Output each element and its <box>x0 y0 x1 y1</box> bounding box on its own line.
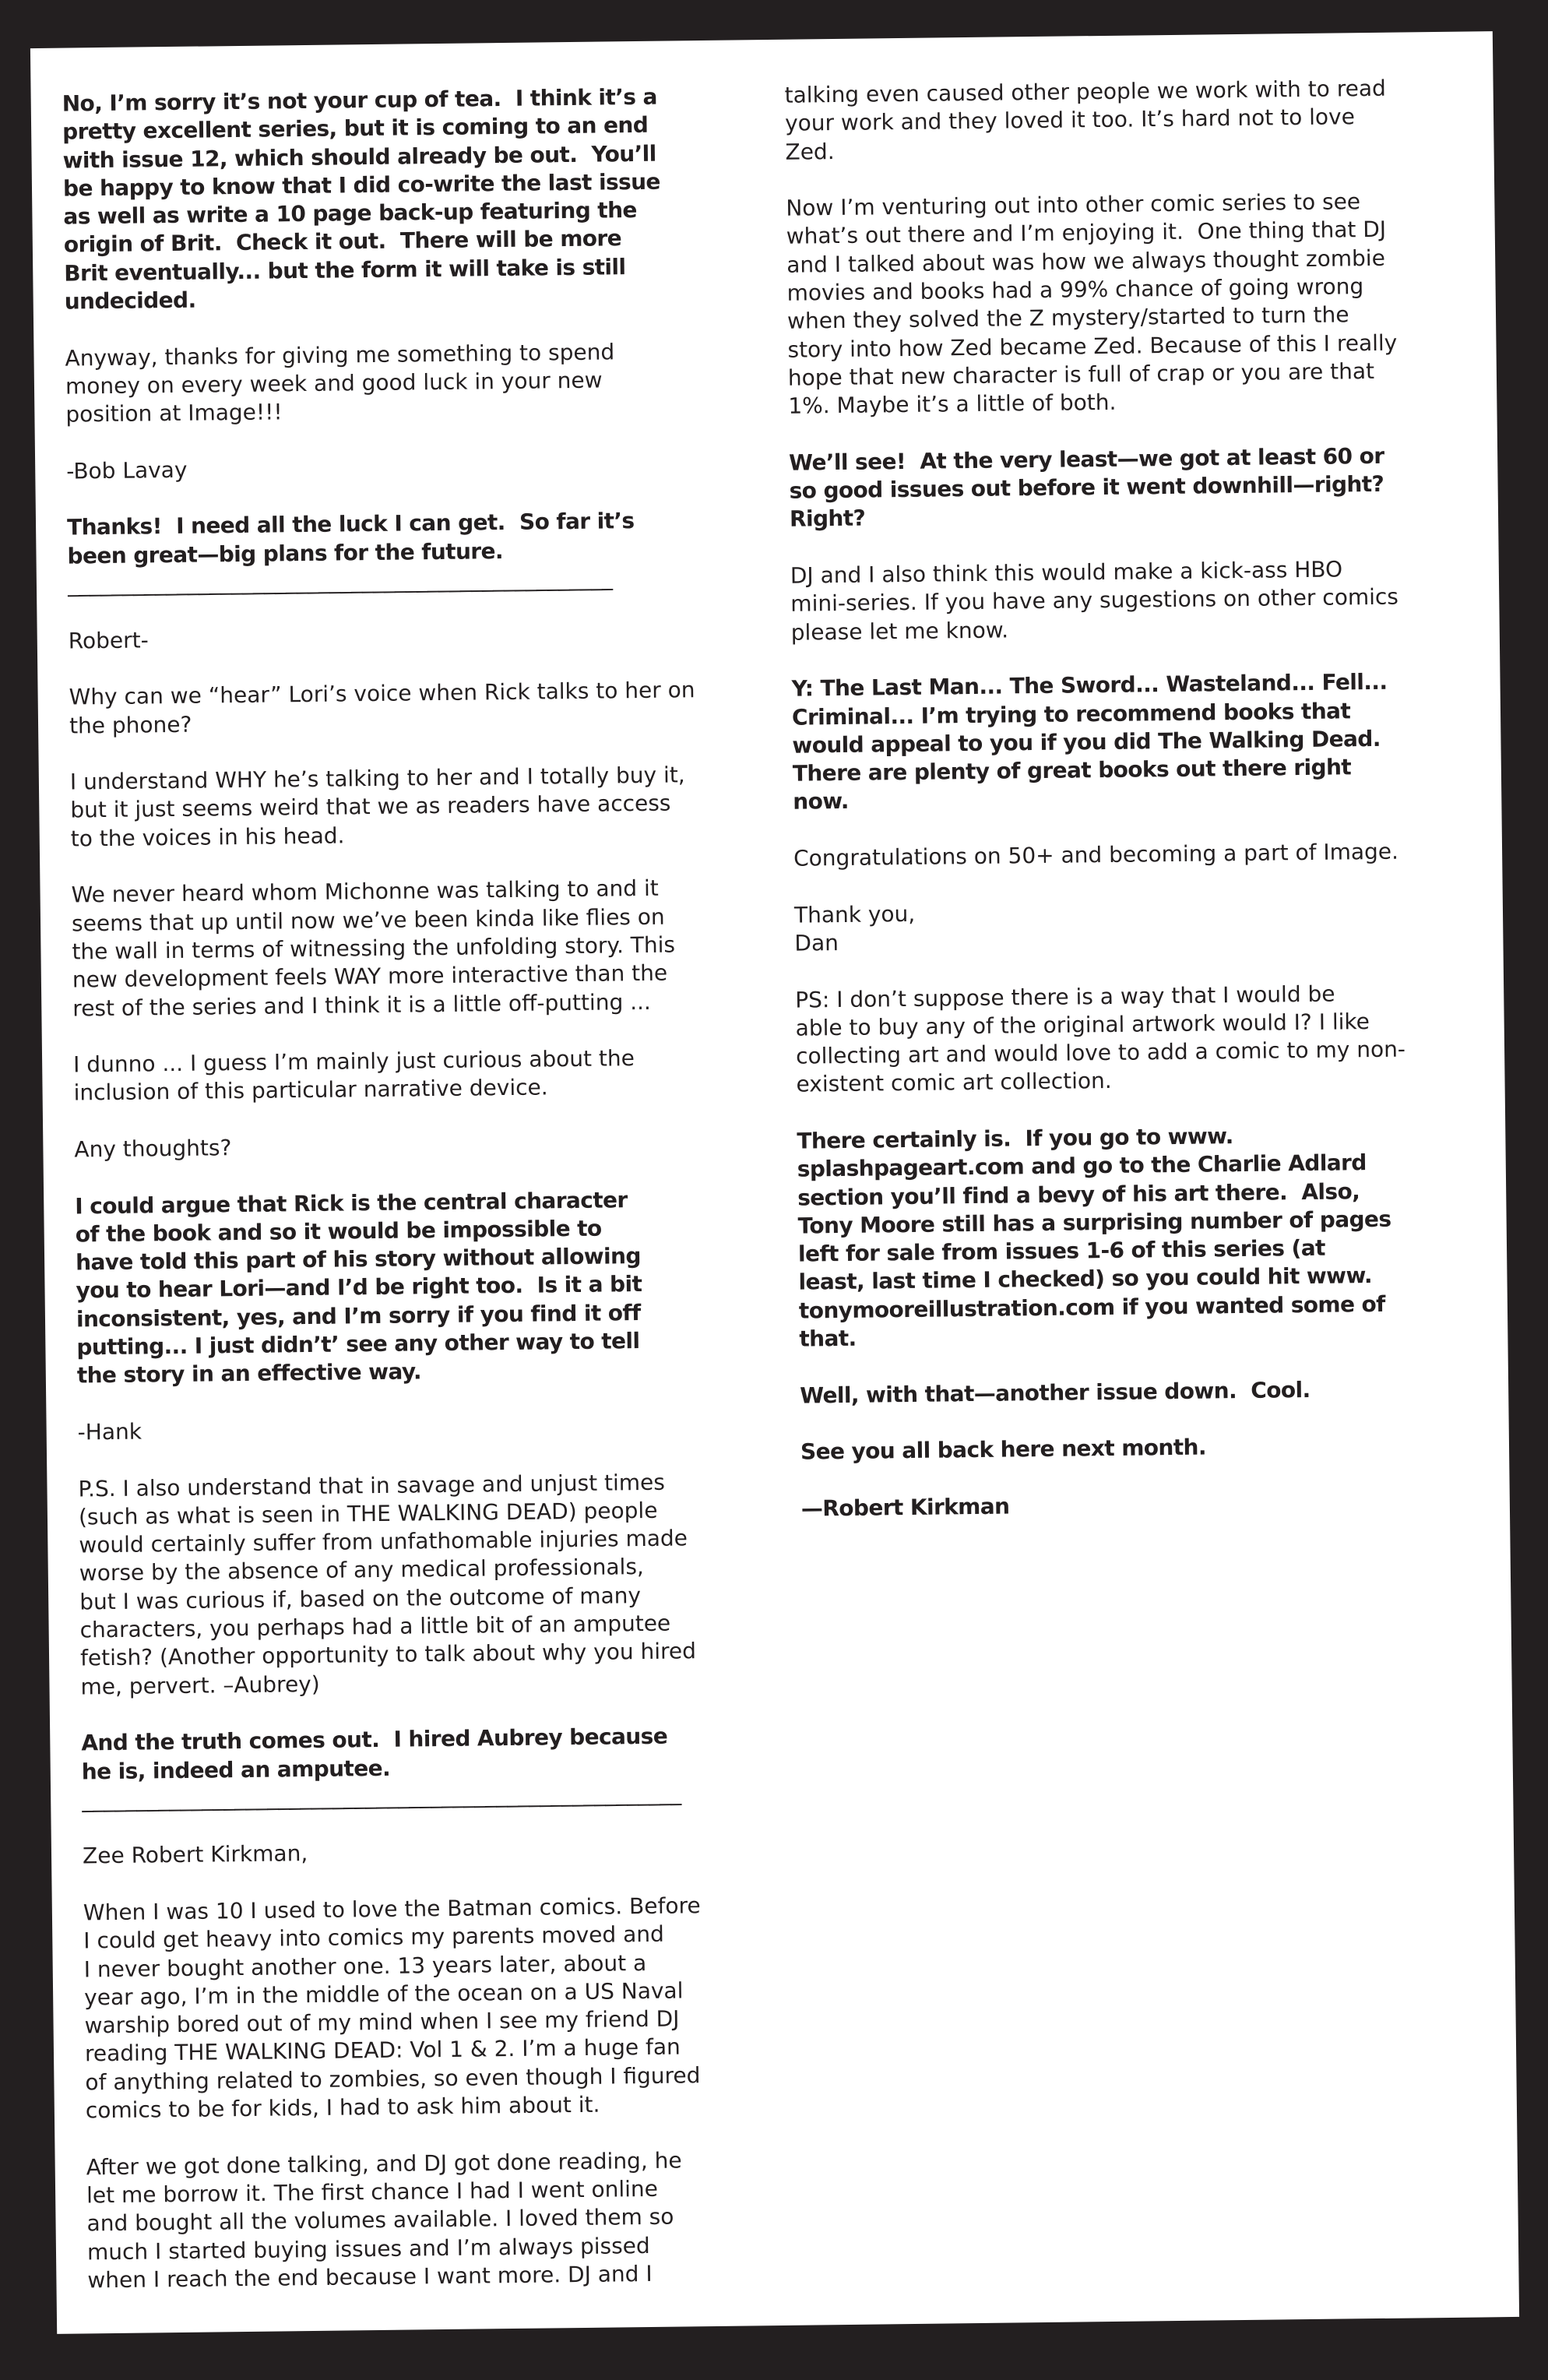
letter-paragraph <box>790 554 1476 646</box>
letter-paragraph <box>78 1467 765 1702</box>
text-line: There are plenty of great books out there right <box>792 754 1352 787</box>
text-line: We never heard whom Michonne was talking to and it <box>71 875 659 908</box>
text-line: rest of the series and I think it is a little off-putting ... <box>72 988 652 1022</box>
text-line: but I was curious if, based on the outcome of many <box>79 1582 642 1615</box>
text-line: money on every week and good luck in your new <box>65 367 603 400</box>
text-line: We’ll see! At the very least—we got at least 60 or <box>788 442 1384 476</box>
text-line: I understand WHY he’s talking to her and I totally buy it, <box>69 762 685 795</box>
text-line: reading THE WALKING DEAD: Vol 1 & 2. I’m a huge fan <box>84 2033 681 2067</box>
editor-reply-paragraph <box>800 1374 1485 1410</box>
text-line: collecting art and would love to add a comic to my non- <box>795 1036 1406 1069</box>
editor-reply-paragraph <box>67 506 753 571</box>
text-line: _______________________________________________________ <box>82 1780 682 1813</box>
text-line: origin of Brit. Check it out. There will be more <box>63 225 622 259</box>
text-line: Now I’m venturing out into other comic series to see <box>786 188 1361 221</box>
letter-paragraph <box>69 619 754 656</box>
text-line: have told this part of his story without allowing <box>75 1243 641 1276</box>
text-line: inclusion of this particular narrative device. <box>73 1074 548 1106</box>
text-line: __________________________________________________ <box>67 565 614 597</box>
text-line: Well, with that—another issue down. Cool. <box>800 1376 1311 1409</box>
text-line: splashpageart.com and go to the Charlie Adlard <box>797 1150 1367 1182</box>
letter-paragraph <box>74 1128 759 1164</box>
text-line: Brit eventually... but the form it will take is still <box>64 253 626 287</box>
text-line: he is, indeed an amputee. <box>81 1755 391 1784</box>
text-line: Any thoughts? <box>74 1135 232 1163</box>
editor-reply-paragraph <box>791 667 1478 817</box>
text-line: tonymooreillustration.com if you wanted some of <box>798 1290 1385 1324</box>
text-line: least, last time I checked) so you could hit www. <box>798 1262 1373 1296</box>
text-line: and bought all the volumes available. I loved them so <box>86 2203 674 2237</box>
text-line: See you all back here next month. <box>800 1434 1207 1465</box>
text-line: story into how Zed became Zed. Because of this I really <box>787 329 1398 363</box>
letter-paragraph <box>86 2146 773 2295</box>
text-line: let me borrow it. The first chance I had I went online <box>86 2175 659 2209</box>
text-line: you to hear Lori—and I’d be right too. Is it a bit <box>76 1271 642 1304</box>
editor-reply-paragraph <box>789 441 1475 533</box>
text-line: Criminal... I’m trying to recommend books that <box>791 697 1351 731</box>
text-line: Y: The Last Man... The Sword... Wasteland... Fell... <box>791 668 1388 702</box>
text-line: able to buy any of the original artwork would I? I like <box>795 1008 1370 1041</box>
text-line: would appeal to you if you did The Walking Dead. <box>792 725 1381 759</box>
text-line: I could get heavy into comics my parents moved and <box>83 1921 664 1954</box>
text-line: When I was 10 I used to love the Batman comics. Before <box>83 1892 701 1926</box>
editor-reply-paragraph <box>62 82 750 316</box>
text-line: with issue 12, which should already be out. You’ll <box>62 140 656 174</box>
text-line: when I reach the end because I want more. DJ and I <box>87 2260 653 2294</box>
text-line: fetish? (Another opportunity to talk about why you hired <box>79 1638 697 1671</box>
text-line: pretty excellent series, but it is coming to an end <box>62 112 649 145</box>
text-line: position at Image!!! <box>65 399 283 428</box>
text-line: be happy to know that I did co-write the last issue <box>62 168 661 202</box>
text-line: Right? <box>789 505 866 533</box>
letter-paragraph <box>70 760 756 853</box>
editor-reply-paragraph <box>797 1119 1484 1354</box>
text-line: as well as write a 10 page back-up featuring the <box>63 197 637 230</box>
text-line: been great—big plans for the future. <box>67 537 504 569</box>
text-line: -Hank <box>77 1418 142 1445</box>
text-line: putting... I just didn’t’ see any other way to tell <box>76 1328 640 1361</box>
letter-paragraph <box>66 449 751 486</box>
text-line: comics to be for kids, I had to ask him about it. <box>85 2091 600 2124</box>
text-line: when they solved the Z mystery/started to turn the <box>786 301 1349 335</box>
letter-paragraph <box>793 836 1479 873</box>
text-line: (such as what is seen in THE WALKING DEAD) people <box>78 1497 658 1530</box>
text-line: Zee Robert Kirkman, <box>82 1840 308 1869</box>
text-line: warship bored out of my mind when I see my friend DJ <box>84 2005 680 2039</box>
text-line: Dan <box>794 929 839 956</box>
text-line: talking even caused other people we work with to read <box>784 75 1386 108</box>
text-line: much I started buying issues and I’m always pissed <box>86 2232 650 2265</box>
text-line: Robert- <box>68 626 149 654</box>
text-line: movies and books had a 99% chance of going wrong <box>786 273 1364 306</box>
text-line: existent comic art collection. <box>796 1068 1112 1098</box>
text-line: No, I’m sorry it’s not your cup of tea. I think it’s a <box>62 83 657 117</box>
text-line: what’s out there and I’m enjoying it. One thing that DJ <box>786 217 1387 250</box>
text-line: -Bob Lavay <box>66 456 188 484</box>
text-line: I could argue that Rick is the central character <box>75 1186 628 1220</box>
text-line: me, pervert. –Aubrey) <box>80 1671 320 1700</box>
left-column <box>62 82 773 2323</box>
text-line: and I talked about was how we always thought zombie <box>786 245 1386 278</box>
text-line: would certainly suffer from unfathomable injuries made <box>79 1525 688 1558</box>
text-line: After we got done talking, and DJ got done reading, he <box>86 2147 682 2181</box>
text-line: seems that up until now we’ve been kinda like flies on <box>71 903 665 937</box>
text-line: the wall in terms of witnessing the unfolding story. This <box>72 931 676 965</box>
letter-paragraph <box>65 336 751 429</box>
text-line: inconsistent, yes, and I’m sorry if you find it off <box>76 1299 641 1333</box>
text-line: of the book and so it would be impossible to <box>75 1215 602 1248</box>
right-column <box>784 73 1486 1551</box>
text-line: but it just seems weird that we as readers have access <box>70 790 671 823</box>
text-line: the story in an effective way. <box>76 1358 422 1389</box>
text-line: to the voices in his head. <box>70 822 345 852</box>
text-line: your work and they loved it too. It’s hard not to love <box>784 104 1356 137</box>
text-line: Why can we “hear” Lori’s voice when Rick talks to her on <box>69 677 695 710</box>
text-line: Tony Moore still has a surprising number of pages <box>797 1206 1391 1239</box>
editor-reply-paragraph <box>801 1487 1486 1523</box>
text-line: Zed. <box>785 138 835 165</box>
text-line: And the truth comes out. I hired Aubrey because <box>81 1723 668 1756</box>
text-line: Anyway, thanks for giving me something to spend <box>65 339 615 371</box>
letter-paragraph <box>794 893 1480 958</box>
text-line: characters, you perhaps had a little bit of an amputee <box>79 1610 671 1643</box>
letter-paragraph <box>69 676 755 741</box>
text-line: left for sale from issues 1-6 of this series (at <box>797 1234 1325 1267</box>
text-line: PS: I don’t suppose there is a way that I would be <box>795 981 1335 1013</box>
text-line: undecided. <box>64 287 196 315</box>
text-line: Congratulations on 50+ and becoming a part of Image. <box>793 838 1399 871</box>
text-line: I never bought another one. 13 years later, about a <box>83 1949 647 1983</box>
letter-paragraph <box>77 1410 762 1447</box>
editor-reply-paragraph <box>81 1721 767 1786</box>
text-line: P.S. I also understand that in savage and unjust times <box>78 1469 666 1502</box>
text-line: worse by the absence of any medical professionals, <box>79 1554 645 1586</box>
text-line: please let me know. <box>790 617 1009 646</box>
text-line: —Robert Kirkman <box>800 1493 1010 1522</box>
letter-paragraph <box>795 978 1482 1099</box>
editor-reply-paragraph <box>75 1185 762 1390</box>
letter-paragraph <box>83 1891 771 2125</box>
text-line: Thanks! I need all the luck I can get. So far it’s <box>66 508 635 541</box>
text-line: year ago, I’m in the middle of the ocean on a US Naval <box>83 1977 684 2011</box>
text-line: mini-series. If you have any sugestions on other comics <box>790 583 1399 618</box>
text-line: that. <box>799 1325 857 1352</box>
text-line: I dunno ... I guess I’m mainly just curious about the <box>72 1045 635 1078</box>
letters-page <box>30 31 1519 2334</box>
text-line: section you’ll find a bevy of his art there. Also, <box>797 1178 1360 1211</box>
text-line: of anything related to zombies, so even though I figured <box>85 2061 701 2096</box>
letter-paragraph <box>73 1043 759 1107</box>
text-line: the phone? <box>69 711 192 739</box>
letter-paragraph <box>83 1835 768 1871</box>
editor-reply-paragraph <box>800 1431 1486 1467</box>
letter-paragraph <box>71 874 758 1023</box>
text-line: new development feels WAY more interactive than the <box>72 959 668 993</box>
text-line: now. <box>793 788 849 815</box>
text-line: so good issues out before it went downhill—right? <box>789 470 1384 504</box>
letter-paragraph <box>786 187 1473 421</box>
letter-paragraph <box>784 73 1470 166</box>
text-line: 1%. Maybe it’s a little of both. <box>788 389 1117 419</box>
text-line: There certainly is. If you go to www. <box>797 1123 1233 1154</box>
text-line: Thank you, <box>793 900 916 928</box>
text-line: DJ and I also think this would make a kick-ass HBO <box>790 556 1343 589</box>
text-line: hope that new character is full of crap or you are that <box>787 357 1375 391</box>
